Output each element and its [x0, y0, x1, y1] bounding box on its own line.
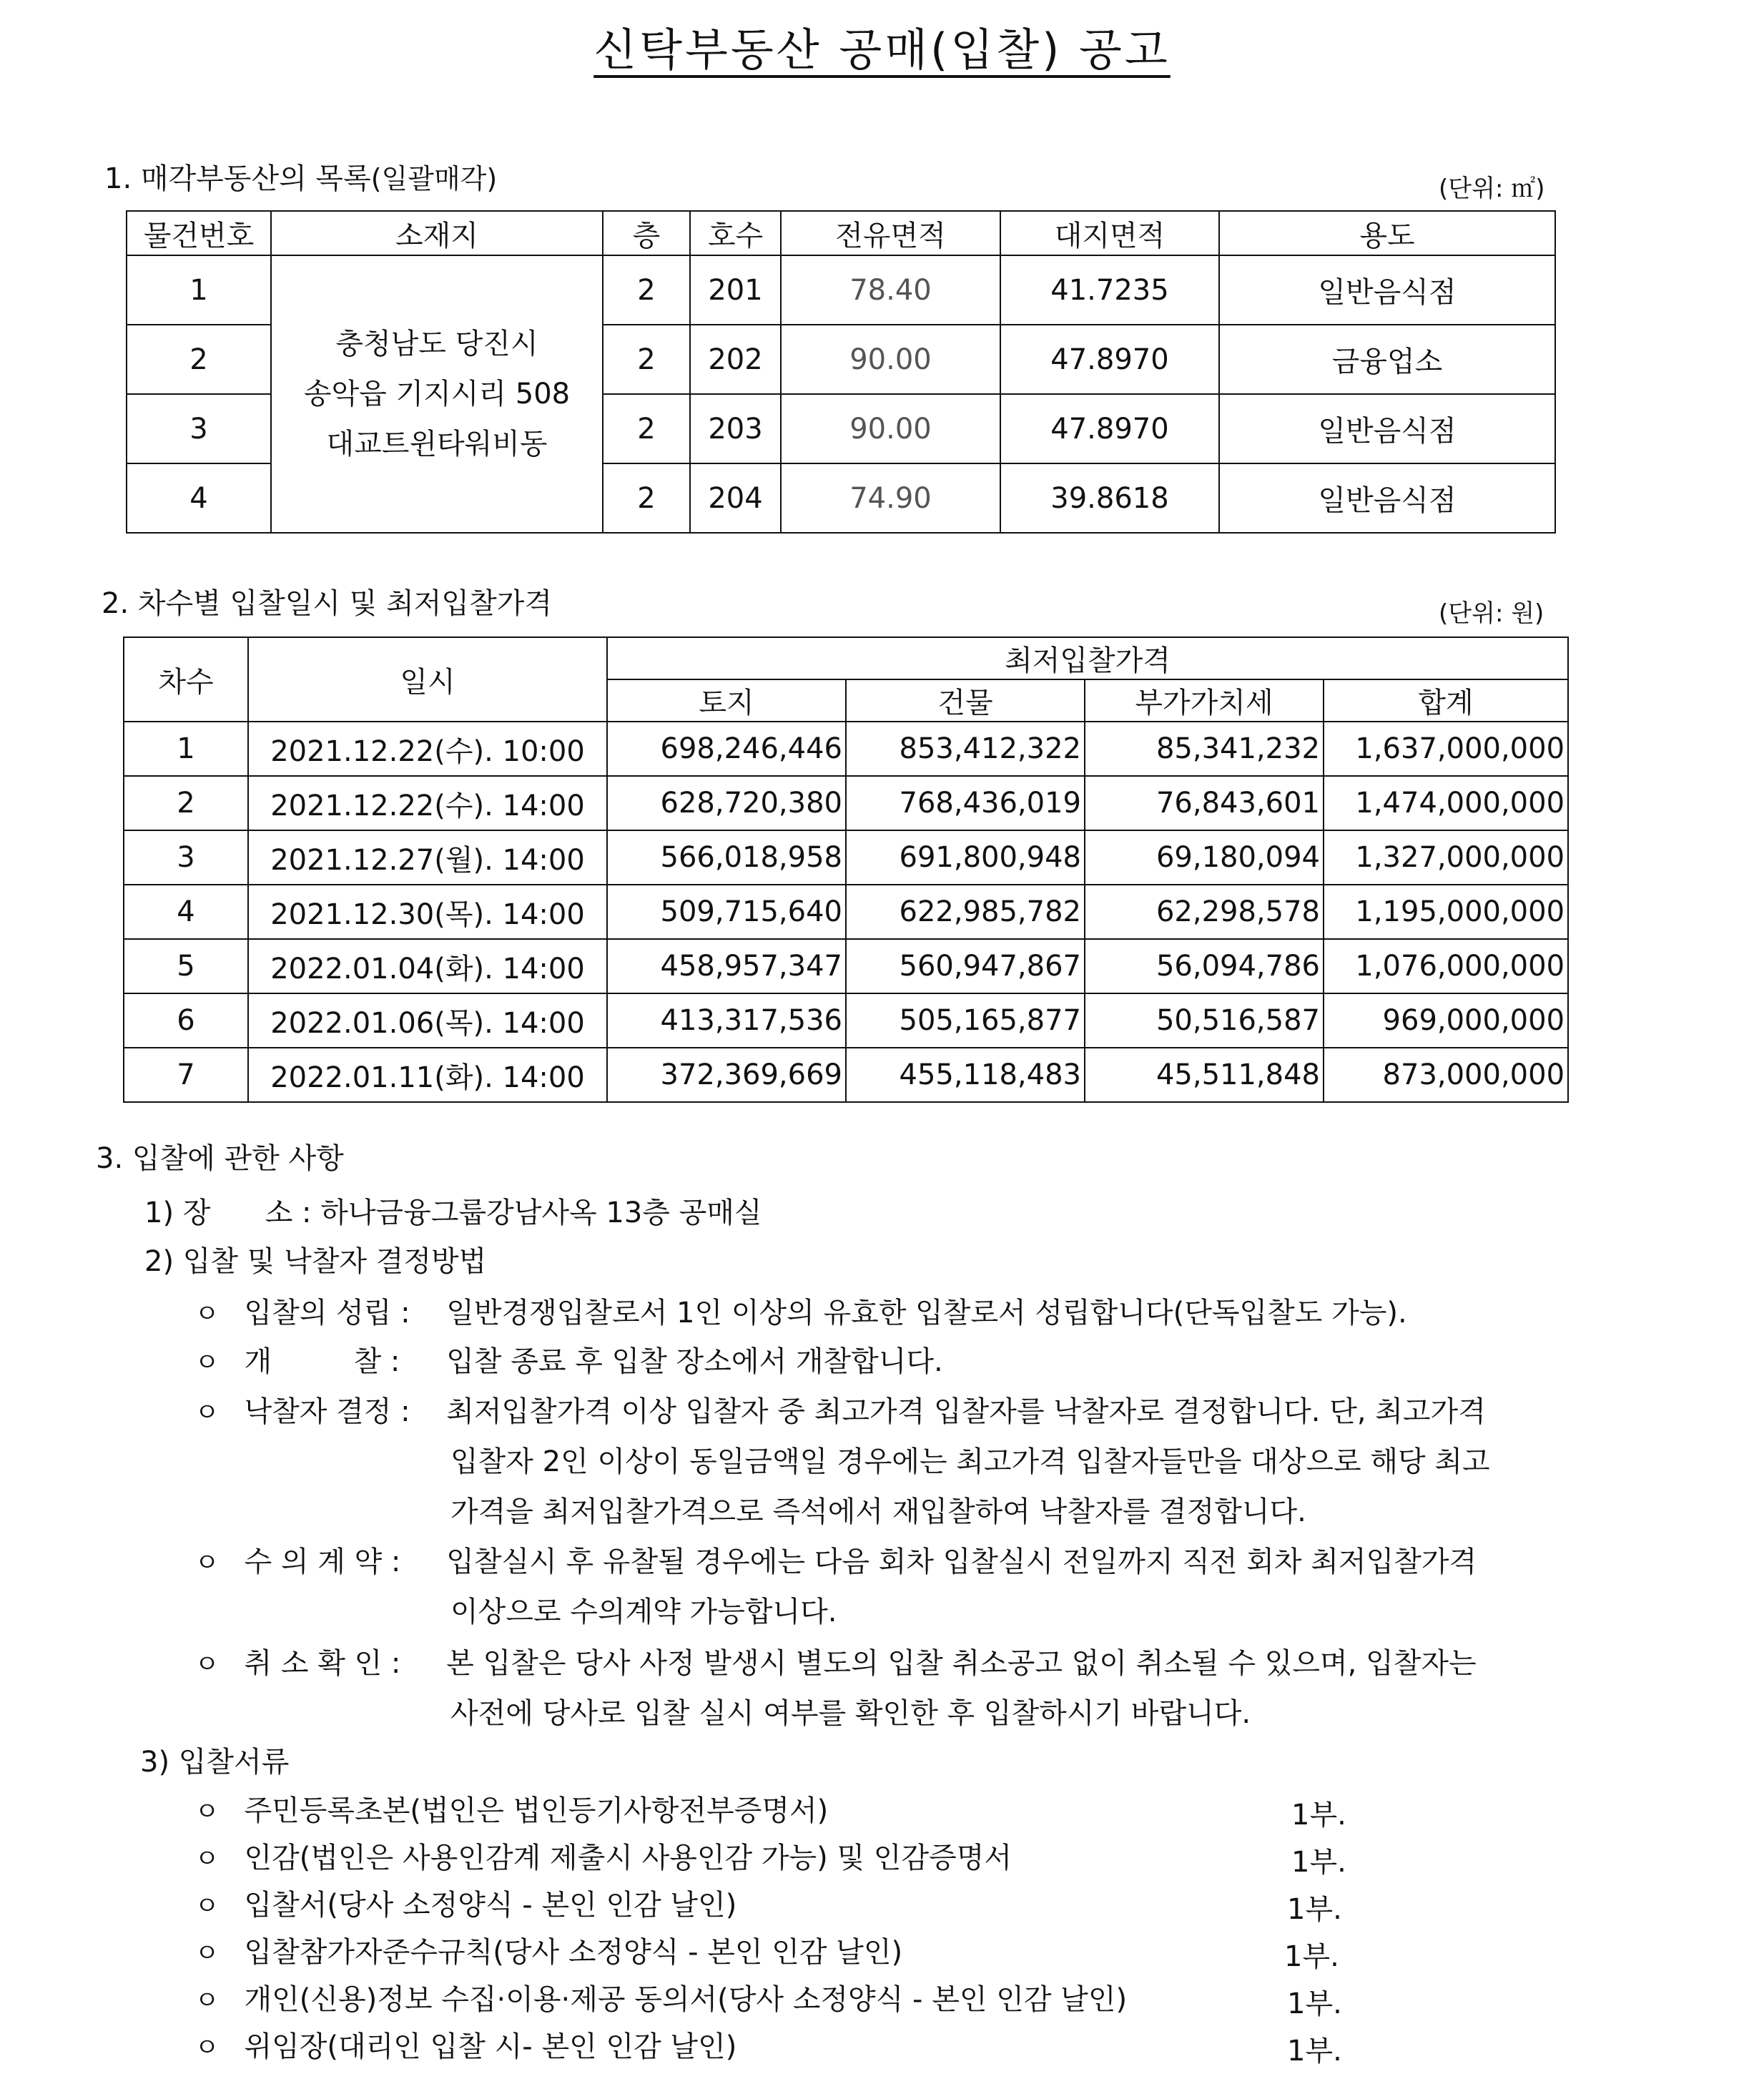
doc-copies: 1부. — [1291, 1846, 1346, 1879]
round: 6 — [124, 993, 248, 1048]
method-text: 최저입찰가격 이상 입찰자 중 최고가격 입찰자를 낙찰자로 결정합니다. 단, 최고가격 — [446, 1395, 1486, 1428]
method-key: 취 소 확 인 : — [244, 1647, 401, 1680]
datetime: 2021.12.30(목). 14:00 — [248, 885, 607, 939]
datetime: 2022.01.04(화). 14:00 — [248, 939, 607, 993]
bullet-circle-icon: ㅇ — [194, 1986, 220, 2015]
bullet-circle-icon: ㅇ — [194, 1939, 220, 1968]
col-header-total: 합계 — [1324, 679, 1568, 722]
col-header-item-no: 물건번호 — [127, 211, 271, 255]
exclusive-area: 74.90 — [781, 463, 1000, 533]
col-header-round: 차수 — [124, 637, 248, 722]
col-header-land: 토지 — [607, 679, 846, 722]
doc-text: 입찰서(당사 소정양식 - 본인 인감 날인) — [244, 1889, 737, 1922]
land-area: 47.8970 — [1000, 394, 1219, 463]
item-no: 3 — [127, 394, 271, 463]
total-price: 969,000,000 — [1324, 993, 1568, 1048]
method-item — [194, 1339, 943, 1380]
round: 1 — [124, 722, 248, 776]
table-row — [124, 722, 1568, 776]
location-line: 대교트윈타워비동 — [326, 428, 548, 461]
method-key: 개 찰 : — [244, 1345, 400, 1378]
page-title: 신탁부동산 공매(입찰) 공고 — [593, 24, 1171, 76]
method-text-cont: 입찰자 2인 이상이 동일금액일 경우에는 최고가격 입찰자들만을 대상으로 해당 최고 — [450, 1445, 1490, 1478]
building-price: 560,947,867 — [846, 939, 1085, 993]
bid-place-label: 1) 장 소 : — [144, 1196, 312, 1229]
building-price: 691,800,948 — [846, 830, 1085, 885]
unit-no: 204 — [690, 463, 781, 533]
doc-text: 주민등록초본(법인은 법인등기사항전부증명서) — [244, 1794, 829, 1827]
section3-heading: 3. 입찰에 관한 사항 — [96, 1142, 344, 1175]
bid-place — [144, 1190, 762, 1231]
table-row — [124, 1048, 1568, 1102]
section1-unit: (단위: ㎡) — [1439, 175, 1545, 203]
datetime: 2022.01.06(목). 14:00 — [248, 993, 607, 1048]
table-row — [124, 885, 1568, 939]
floor: 2 — [603, 394, 690, 463]
col-header-unit-no: 호수 — [690, 211, 781, 255]
bullet-circle-icon: ㅇ — [194, 1797, 220, 1827]
col-header-exclusive-area: 전유면적 — [781, 211, 1000, 255]
exclusive-area: 78.40 — [781, 255, 1000, 325]
method-text: 입찰 종료 후 입찰 장소에서 개찰합니다. — [446, 1345, 943, 1378]
vat: 69,180,094 — [1085, 830, 1324, 885]
total-price: 1,637,000,000 — [1324, 722, 1568, 776]
doc-item — [194, 1977, 1127, 2017]
bullet-circle-icon: ㅇ — [194, 2033, 220, 2063]
vat: 62,298,578 — [1085, 885, 1324, 939]
col-header-land-area: 대지면적 — [1000, 211, 1219, 255]
doc-copies: 1부. — [1291, 1799, 1346, 1832]
datetime: 2021.12.22(수). 14:00 — [248, 776, 607, 830]
unit-no: 201 — [690, 255, 781, 325]
method-text-cont: 사전에 당사로 입찰 실시 여부를 확인한 후 입찰하시기 바랍니다. — [450, 1697, 1251, 1730]
col-header-use: 용도 — [1219, 211, 1555, 255]
vat: 50,516,587 — [1085, 993, 1324, 1048]
method-text-cont: 가격을 최저입찰가격으로 즉석에서 재입찰하여 낙찰자를 결정합니다. — [450, 1495, 1306, 1528]
floor: 2 — [603, 463, 690, 533]
method-item — [194, 1539, 1477, 1580]
use: 일반음식점 — [1219, 463, 1555, 533]
land-price: 458,957,347 — [607, 939, 846, 993]
floor: 2 — [603, 325, 690, 394]
round: 2 — [124, 776, 248, 830]
use: 금융업소 — [1219, 325, 1555, 394]
table-header-row — [127, 211, 1555, 255]
table-row — [124, 939, 1568, 993]
land-area: 47.8970 — [1000, 325, 1219, 394]
doc-text: 입찰참가자준수규칙(당사 소정양식 - 본인 인감 날인) — [244, 1936, 903, 1969]
exclusive-area: 90.00 — [781, 394, 1000, 463]
col-header-building: 건물 — [846, 679, 1085, 722]
datetime: 2021.12.27(월). 14:00 — [248, 830, 607, 885]
method-item — [194, 1290, 1407, 1331]
bid-schedule-table — [123, 637, 1569, 1103]
land-price: 698,246,446 — [607, 722, 846, 776]
col-header-min-price-group: 최저입찰가격 — [607, 637, 1568, 679]
method-item — [194, 1641, 1477, 1681]
docs-heading: 3) 입찰서류 — [140, 1746, 290, 1779]
land-price: 413,317,536 — [607, 993, 846, 1048]
vat: 56,094,786 — [1085, 939, 1324, 993]
location-cell — [271, 255, 603, 533]
method-key: 입찰의 성립 : — [244, 1297, 410, 1330]
round: 5 — [124, 939, 248, 993]
method-text-cont: 이상으로 수의계약 가능합니다. — [450, 1596, 837, 1628]
bullet-circle-icon: ㅇ — [194, 1892, 220, 1921]
doc-item — [194, 1882, 736, 1923]
total-price: 1,327,000,000 — [1324, 830, 1568, 885]
doc-copies: 1부. — [1287, 1893, 1342, 1926]
building-price: 622,985,782 — [846, 885, 1085, 939]
doc-copies: 1부. — [1287, 2035, 1342, 2068]
total-price: 1,474,000,000 — [1324, 776, 1568, 830]
location-line: 송악읍 기지시리 508 — [303, 378, 571, 411]
land-price: 372,369,669 — [607, 1048, 846, 1102]
doc-item — [194, 1788, 828, 1829]
table-header-row — [124, 637, 1568, 679]
table-row — [124, 776, 1568, 830]
table-row — [124, 993, 1568, 1048]
bullet-circle-icon: ㅇ — [194, 1650, 220, 1679]
vat: 85,341,232 — [1085, 722, 1324, 776]
item-no: 1 — [127, 255, 271, 325]
section2-heading: 2. 차수별 입찰일시 및 최저입찰가격 — [102, 587, 552, 620]
doc-item — [194, 1930, 902, 1970]
doc-item — [194, 2024, 736, 2065]
total-price: 1,195,000,000 — [1324, 885, 1568, 939]
doc-copies: 1부. — [1287, 1987, 1342, 2020]
land-area: 41.7235 — [1000, 255, 1219, 325]
doc-text: 위임장(대리인 입찰 시- 본인 인감 날인) — [244, 2030, 737, 2063]
col-header-vat: 부가가치세 — [1085, 679, 1324, 722]
bid-place-value: 하나금융그룹강남사옥 13층 공매실 — [320, 1196, 762, 1229]
col-header-location: 소재지 — [271, 211, 603, 255]
table-row — [127, 255, 1555, 325]
col-header-datetime: 일시 — [248, 637, 607, 722]
use: 일반음식점 — [1219, 255, 1555, 325]
building-price: 853,412,322 — [846, 722, 1085, 776]
bullet-circle-icon: ㅇ — [194, 1844, 220, 1874]
doc-copies: 1부. — [1284, 1940, 1339, 1973]
section1-heading: 1. 매각부동산의 목록(일괄매각) — [104, 162, 498, 195]
total-price: 873,000,000 — [1324, 1048, 1568, 1102]
building-price: 768,436,019 — [846, 776, 1085, 830]
property-list-table — [126, 210, 1556, 534]
method-item — [194, 1389, 1486, 1430]
method-key: 낙찰자 결정 : — [244, 1395, 410, 1428]
doc-text: 인감(법인은 사용인감계 제출시 사용인감 가능) 및 인감증명서 — [244, 1842, 1012, 1874]
datetime: 2021.12.22(수). 10:00 — [248, 722, 607, 776]
bullet-circle-icon: ㅇ — [194, 1398, 220, 1427]
table-row — [124, 830, 1568, 885]
land-price: 566,018,958 — [607, 830, 846, 885]
bullet-circle-icon: ㅇ — [194, 1299, 220, 1329]
item-no: 2 — [127, 325, 271, 394]
land-price: 509,715,640 — [607, 885, 846, 939]
vat: 76,843,601 — [1085, 776, 1324, 830]
item-no: 4 — [127, 463, 271, 533]
round: 4 — [124, 885, 248, 939]
section1-heading-note: (일괄매각) — [370, 163, 498, 195]
land-area: 39.8618 — [1000, 463, 1219, 533]
vat: 45,511,848 — [1085, 1048, 1324, 1102]
exclusive-area: 90.00 — [781, 325, 1000, 394]
location-line: 충청남도 당진시 — [335, 328, 538, 360]
method-text: 일반경쟁입찰로서 1인 이상의 유효한 입찰로서 성립합니다(단독입찰도 가능). — [446, 1297, 1407, 1330]
doc-text: 개인(신용)정보 수집·이용·제공 동의서(당사 소정양식 - 본인 인감 날인) — [244, 1983, 1128, 2016]
total-price: 1,076,000,000 — [1324, 939, 1568, 993]
round: 7 — [124, 1048, 248, 1102]
col-header-floor: 층 — [603, 211, 690, 255]
datetime: 2022.01.11(화). 14:00 — [248, 1048, 607, 1102]
method-heading: 2) 입찰 및 낙찰자 결정방법 — [144, 1245, 487, 1278]
method-text: 입찰실시 후 유찰될 경우에는 다음 회차 입찰실시 전일까지 직전 회차 최저입찰가격 — [446, 1545, 1477, 1578]
bullet-circle-icon: ㅇ — [194, 1548, 220, 1578]
building-price: 505,165,877 — [846, 993, 1085, 1048]
unit-no: 203 — [690, 394, 781, 463]
building-price: 455,118,483 — [846, 1048, 1085, 1102]
method-key: 수 의 계 약 : — [244, 1545, 401, 1578]
bullet-circle-icon: ㅇ — [194, 1348, 220, 1377]
floor: 2 — [603, 255, 690, 325]
method-text: 본 입찰은 당사 사정 발생시 별도의 입찰 취소공고 없이 취소될 수 있으며, 입찰자는 — [446, 1647, 1477, 1680]
round: 3 — [124, 830, 248, 885]
unit-no: 202 — [690, 325, 781, 394]
land-price: 628,720,380 — [607, 776, 846, 830]
use: 일반음식점 — [1219, 394, 1555, 463]
doc-item — [194, 1835, 1012, 1876]
section2-unit: (단위: 원) — [1439, 599, 1544, 628]
